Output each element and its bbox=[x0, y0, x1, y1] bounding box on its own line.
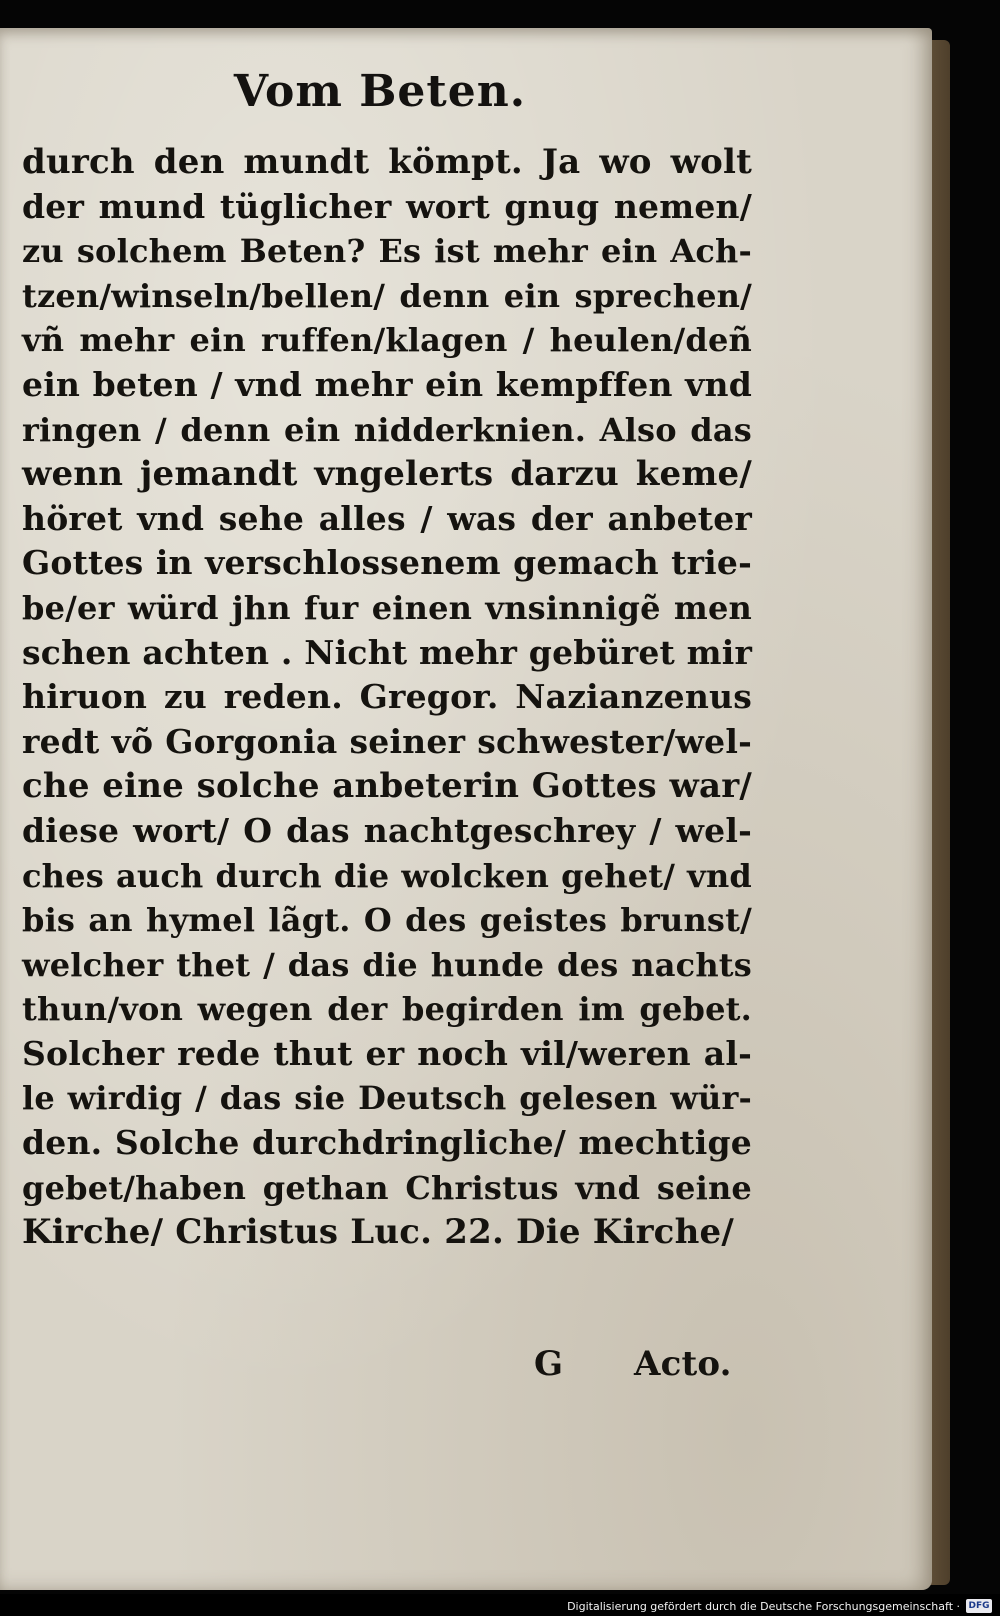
text-line: ringen / denn ein nidderknien. Also das bbox=[22, 410, 752, 449]
text-line: welcher thet / das die hunde des nachts bbox=[22, 945, 752, 984]
text-line: zu solchem Beten? Es ist mehr ein Ach- bbox=[22, 232, 752, 271]
text-line: redt võ Gorgonia seiner schwester/wel- bbox=[22, 721, 752, 761]
text-line: ein beten / vnd mehr ein kempffen vnd bbox=[22, 364, 752, 404]
signature-mark: G bbox=[534, 1344, 564, 1384]
running-head: Vom Beten. bbox=[233, 66, 527, 117]
text-line: vñ mehr ein ruffen/klagen / heulen/deñ bbox=[22, 321, 752, 360]
catchline bbox=[22, 1342, 752, 1392]
dfg-logo-icon: DFG bbox=[966, 1599, 992, 1613]
text-line: durch den mundt kömpt. Ja wo wolt bbox=[22, 142, 752, 182]
footer-credit: Digitalisierung gefördert durch die Deutsche Forschungsgemeinschaft · bbox=[567, 1600, 960, 1613]
text-line: ches auch durch die wolcken gehet/ vnd bbox=[22, 856, 752, 895]
text-line: bis an hymel lãgt. O des geistes brunst/ bbox=[22, 901, 752, 940]
text-line: der mund tüglicher wort gnug nemen/ bbox=[22, 186, 752, 226]
body-text bbox=[22, 140, 753, 1384]
book-page bbox=[0, 28, 932, 1590]
text-line: den. Solche durchdringliche/ mechtige bbox=[22, 1123, 752, 1163]
text-line: tzen/winseln/bellen/ denn ein sprechen/ bbox=[22, 276, 752, 315]
text-line: Kirche/ Christus Luc. 22. Die Kirche/ bbox=[22, 1212, 734, 1253]
text-line: schen achten . Nicht mehr gebüret mir bbox=[22, 632, 753, 672]
text-line: gebet/haben gethan Christus vnd seine bbox=[22, 1168, 752, 1207]
text-line: thun/von wegen der begirden im gebet. bbox=[22, 990, 752, 1029]
text-line: le wirdig / das sie Deutsch gelesen wür- bbox=[22, 1079, 752, 1118]
text-line: höret vnd sehe alles / was der anbeter bbox=[22, 498, 752, 538]
text-line: Gottes in verschlossenem gemach trie- bbox=[22, 543, 752, 583]
catchword: Acto. bbox=[634, 1344, 732, 1384]
text-line: be/er würd jhn fur einen vnsinnigẽ men bbox=[22, 588, 752, 627]
text-line: diese wort/ O das nachtgeschrey / wel- bbox=[22, 810, 752, 850]
text-line: che eine solche anbeterin Gottes war/ bbox=[22, 766, 752, 807]
text-line: wenn jemandt vngelerts darzu keme/ bbox=[22, 454, 752, 495]
text-line: hiruon zu reden. Gregor. Nazianzenus bbox=[22, 677, 752, 717]
text-line: Solcher rede thut er noch vil/weren al- bbox=[22, 1033, 752, 1073]
footer-bar bbox=[0, 1594, 1000, 1616]
